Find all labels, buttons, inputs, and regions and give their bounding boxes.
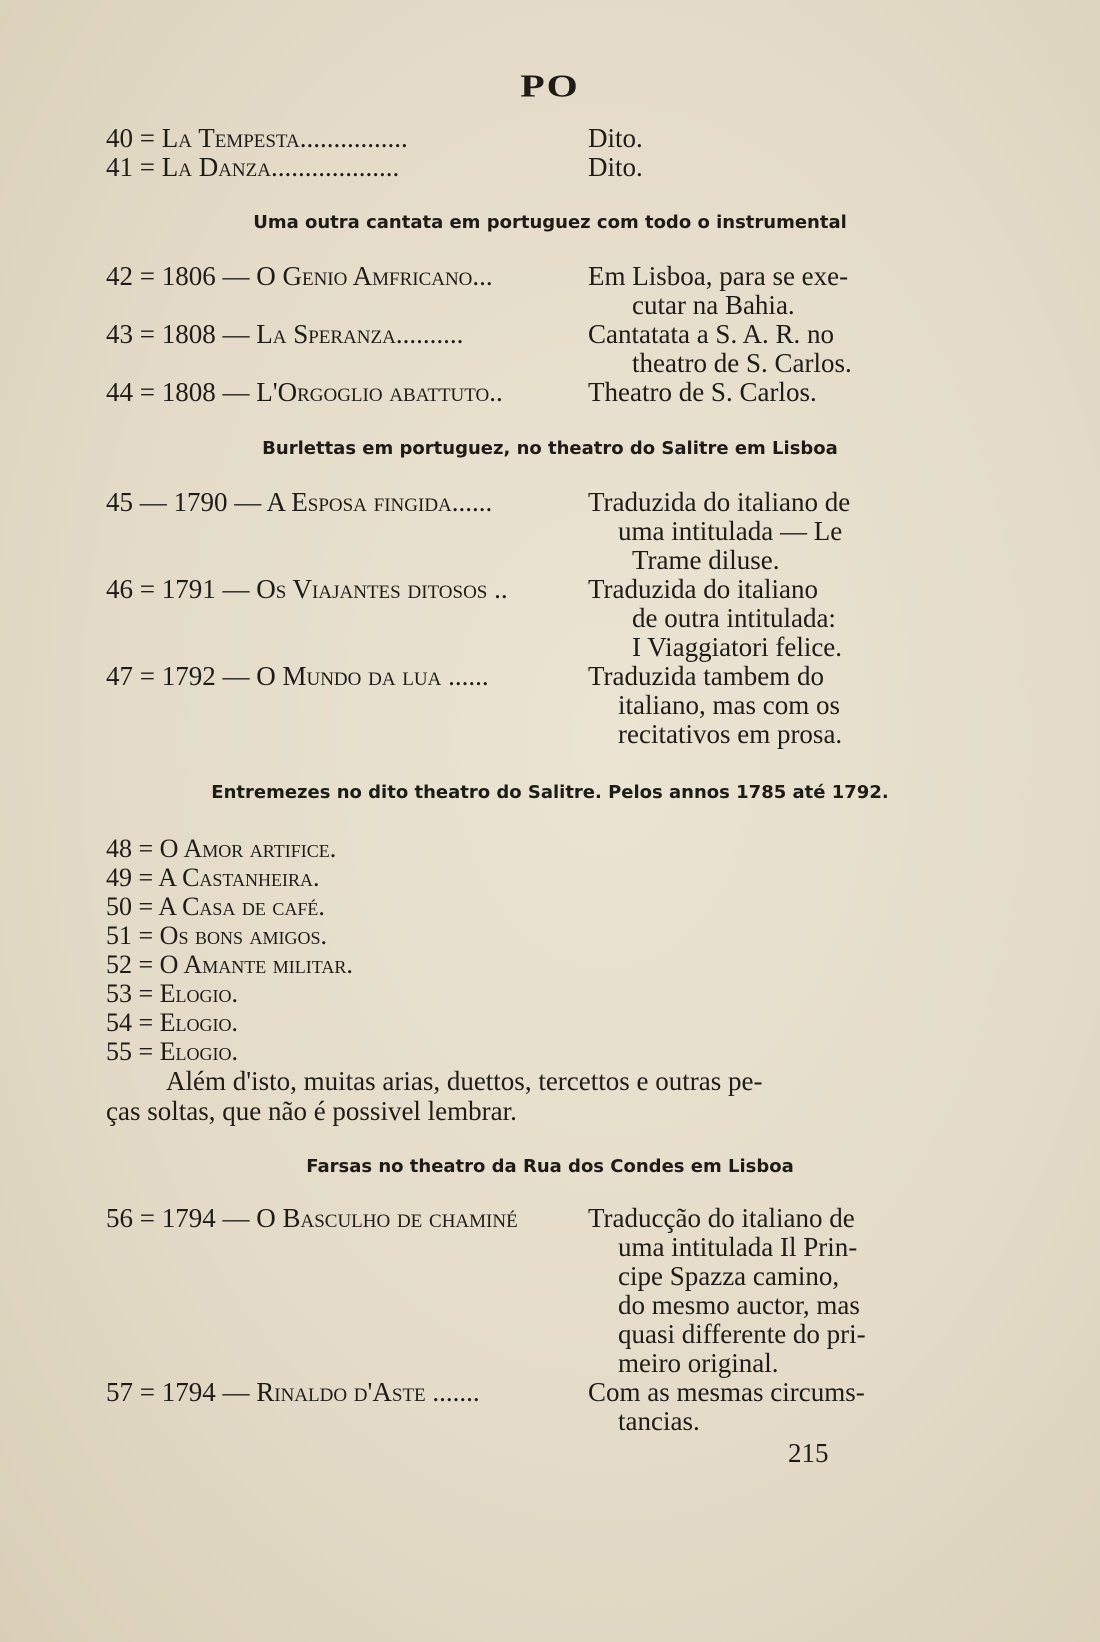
entry-title: 43 = 1808 — La Speranza.......... xyxy=(106,320,464,349)
entry-title: 41 = La Danza................... xyxy=(106,153,400,182)
entry-note-continued: cipe Spazza camino, xyxy=(618,1261,840,1291)
entry-46 xyxy=(106,575,896,662)
entry-40 xyxy=(106,124,896,153)
entry-42 xyxy=(106,262,896,320)
entry-41 xyxy=(106,153,896,182)
entry-43 xyxy=(106,320,896,378)
entry-note: Theatro de S. Carlos. xyxy=(588,377,817,407)
entry-note-continued: cutar na Bahia. xyxy=(632,290,795,320)
entry-45 xyxy=(106,488,896,575)
entry-note-continued: Trame diluse. xyxy=(632,545,780,575)
section-heading-farsas: Farsas no theatro da Rua dos Condes em Lisboa xyxy=(306,1156,794,1177)
entry-title: 56 = 1794 — O Basculho de chaminé xyxy=(106,1204,518,1233)
list-item-50: 50 = A Casa de café. xyxy=(106,892,325,921)
paragraph-line: ças soltas, que não é possivel lembrar. xyxy=(106,1096,517,1126)
entry-note: Em Lisboa, para se exe- xyxy=(588,261,849,291)
closing-paragraph xyxy=(106,1066,896,1126)
entry-note: Dito. xyxy=(588,123,643,153)
paragraph-line: Além d'isto, muitas arias, duettos, tercettos e outras pe- xyxy=(166,1066,763,1096)
entry-note-continued: I Viaggiatori felice. xyxy=(632,632,843,662)
entry-note: Com as mesmas circums- xyxy=(588,1377,865,1407)
entry-title: 40 = La Tempesta................ xyxy=(106,124,408,153)
entry-title: 44 = 1808 — L'Orgoglio abattuto.. xyxy=(106,378,503,407)
list-item-48: 48 = O Amor artifice. xyxy=(106,834,337,863)
entry-note-continued: tancias. xyxy=(618,1406,700,1436)
entry-note-continued: uma intitulada Il Prin- xyxy=(618,1232,858,1262)
entry-note-continued: uma intitulada — Le xyxy=(618,516,843,546)
entry-title: 42 = 1806 — O Genio Amfricano... xyxy=(106,262,493,291)
running-header: PO xyxy=(520,67,580,104)
entry-note: Traduzida do italiano de xyxy=(588,487,851,517)
entry-56 xyxy=(106,1204,896,1378)
entry-note: Traducção do italiano de xyxy=(588,1203,855,1233)
list-item-54: 54 = Elogio. xyxy=(106,1008,239,1037)
entry-44 xyxy=(106,378,896,407)
list-item-51: 51 = Os bons amigos. xyxy=(106,921,327,950)
section-heading-cantata: Uma outra cantata em portuguez com todo o instrumental xyxy=(253,212,847,233)
list-item-53: 53 = Elogio. xyxy=(106,979,239,1008)
entry-title: 45 — 1790 — A Esposa fingida...... xyxy=(106,488,493,517)
entry-note-continued: quasi differente do pri- xyxy=(618,1319,866,1349)
entry-note: Traduzida tambem do xyxy=(588,661,824,691)
section-heading-entremezes: Entremezes no dito theatro do Salitre. Pelos annos 1785 até 1792. xyxy=(211,782,889,803)
entry-title: 47 = 1792 — O Mundo da lua ...... xyxy=(106,662,489,691)
entry-note-continued: meiro original. xyxy=(618,1348,779,1378)
list-item-49: 49 = A Castanheira. xyxy=(106,863,320,892)
entry-note: Traduzida do italiano xyxy=(588,574,818,604)
entry-note-continued: recitativos em prosa. xyxy=(618,719,843,749)
entry-note-continued: de outra intitulada: xyxy=(632,603,836,633)
entry-title: 57 = 1794 — Rinaldo d'Aste ....... xyxy=(106,1378,480,1407)
entry-note-continued: do mesmo auctor, mas xyxy=(618,1290,860,1320)
entry-57 xyxy=(106,1378,896,1436)
entry-note: Dito. xyxy=(588,152,643,182)
entry-47 xyxy=(106,662,896,749)
entry-note-continued: italiano, mas com os xyxy=(618,690,840,720)
entry-note: Cantatata a S. A. R. no xyxy=(588,319,834,349)
page-number: 215 xyxy=(788,1438,829,1468)
entry-note-continued: theatro de S. Carlos. xyxy=(632,348,852,378)
list-item-55: 55 = Elogio. xyxy=(106,1037,239,1066)
section-heading-burlettas: Burlettas em portuguez, no theatro do Salitre em Lisboa xyxy=(262,438,838,459)
list-item-52: 52 = O Amante militar. xyxy=(106,950,353,979)
entry-title: 46 = 1791 — Os Viajantes ditosos .. xyxy=(106,575,508,604)
